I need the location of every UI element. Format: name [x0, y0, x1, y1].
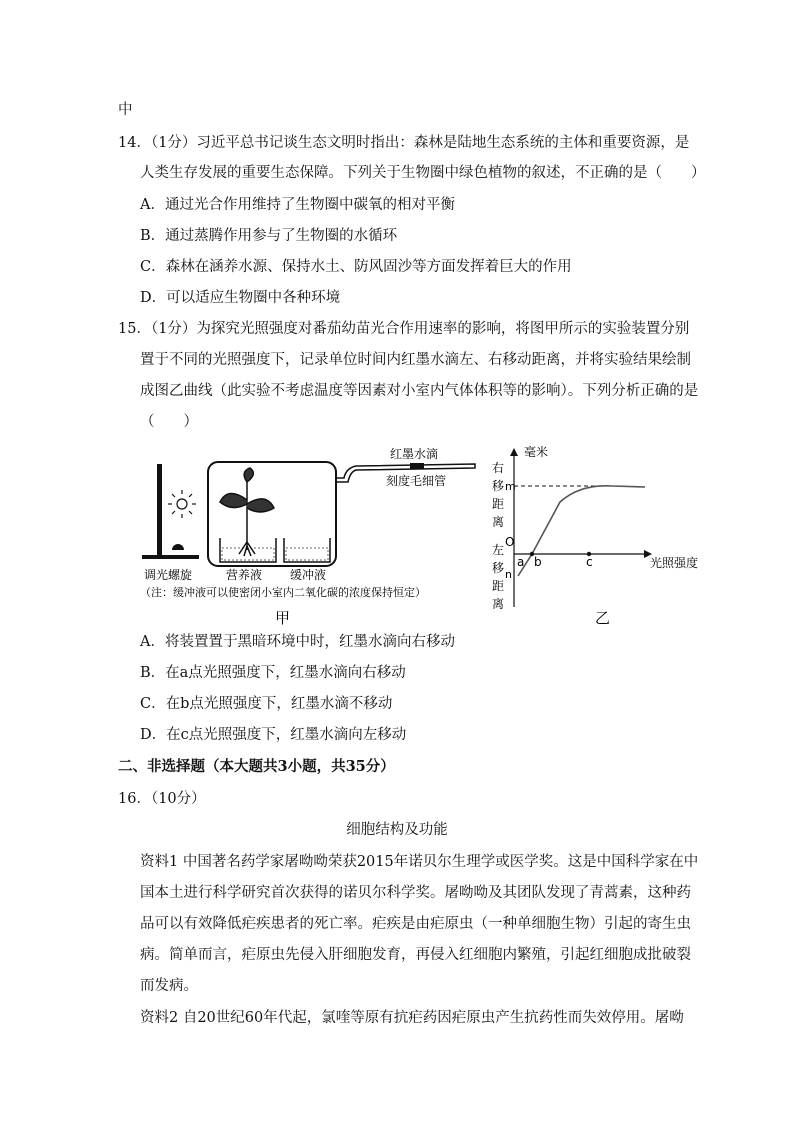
- q16-title: 细胞结构及功能: [346, 822, 448, 838]
- y-upper-char-1: 右: [492, 461, 505, 475]
- material1-line2: 国本土进行科学研究首次获得的诺贝尔科学奖。屠呦呦及其团队发现了青蒿素，这种药: [140, 885, 691, 901]
- q15-stem-line1: 15．（1分）为探究光照强度对番茄幼苗光合作用速率的影响，将图甲所示的实验装置分别: [118, 321, 690, 337]
- x-axis-label: 光照强度: [650, 556, 699, 570]
- y-lower-char-4: 离: [492, 597, 505, 611]
- material1-line5: 而发病。: [140, 978, 198, 994]
- carry-over-text: 中: [118, 102, 133, 118]
- y-upper-char-2: 移: [492, 479, 505, 493]
- y-lower-char-3: 距: [492, 579, 505, 593]
- q16-header: 16．（10分）: [118, 791, 206, 807]
- tomato-seedling: [220, 468, 274, 556]
- material1-line3: 品可以有效降低疟疾患者的死亡率。疟疾是由疟原虫（一种单细胞生物）引起的寄生虫: [140, 916, 691, 932]
- red-ink-drop: [410, 463, 424, 469]
- section-heading: 二、非选择题（本大题共3小题，共35分）: [118, 758, 395, 775]
- y-upper-char-4: 离: [492, 515, 505, 529]
- q15-stem-line2: 置于不同的光照强度下，记录单位时间内红墨水滴左、右移动距离，并将实验结果绘制: [140, 352, 691, 368]
- y-unit: 毫米: [524, 445, 549, 459]
- lamp-stand: [142, 464, 199, 559]
- q14-stem-line2: 人类生存发展的重要生态保障。下列关于生物圈中绿色植物的叙述，不正确的是（ ）: [140, 165, 706, 181]
- q14-option-a: A．通过光合作用维持了生物圈中碳氧的相对平衡: [140, 197, 455, 213]
- label-nutrient: 营养液: [226, 568, 263, 582]
- q15-figure: [140, 442, 710, 632]
- y-upper-char-3: 距: [492, 497, 505, 511]
- q15-figure-svg: [140, 442, 710, 632]
- point-c-label: c: [586, 555, 593, 569]
- q15-option-a: A．将装置置于黑暗环境中时，红墨水滴向右移动: [140, 634, 455, 650]
- liquid-pattern: [222, 548, 328, 560]
- figure-note: （注：缓冲液可以使密闭小室内二氧化碳的浓度保持恒定）: [140, 586, 426, 599]
- q15-option-d: D．在c点光照强度下，红墨水滴向左移动: [140, 727, 407, 743]
- origin-label: O: [505, 535, 515, 549]
- material1-line4: 病。简单而言，疟原虫先侵入肝细胞发育，再侵入红细胞内繁殖，引起红细胞成批破裂: [140, 947, 691, 963]
- q14-stem-line1: 14．（1分）习近平总书记谈生态文明时指出：森林是陆地生态系统的主体和重要资源，是: [118, 135, 690, 151]
- label-capillary: 刻度毛细管: [386, 474, 447, 488]
- caption-jia: 甲: [275, 609, 291, 627]
- label-knob: 调光螺旋: [144, 568, 193, 582]
- q15-option-c: C．在b点光照强度下，红墨水滴不移动: [140, 696, 393, 712]
- point-a-label: a: [517, 555, 525, 569]
- caption-yi: 乙: [595, 609, 611, 627]
- sealed-chamber: [208, 462, 336, 566]
- buffer-container: [284, 538, 330, 562]
- mark-m: m: [505, 480, 516, 493]
- q14-option-c: C．森林在涵养水源、保持水土、防风固沙等方面发挥着巨大的作用: [140, 259, 572, 275]
- q15-stem-line3: 成图乙曲线（此实验不考虑温度等因素对小室内气体体积等的影响）。下列分析正确的是: [140, 383, 699, 399]
- point-b-label: b: [534, 555, 542, 569]
- q15-stem-line4: （ ）: [140, 414, 198, 430]
- y-lower-char-2: 移: [492, 561, 505, 575]
- label-red-drop: 红墨水滴: [390, 447, 439, 461]
- mark-n: n: [505, 568, 512, 581]
- material2-line1: 资料2 自20世纪60年代起，氯喹等原有抗疟药因疟原虫产生抗药性而失效停用。屠呦: [140, 1010, 684, 1026]
- sun-icon: [168, 490, 196, 518]
- label-buffer: 缓冲液: [290, 568, 327, 582]
- graph-yi: [492, 444, 698, 627]
- q15-option-b: B．在a点光照强度下，红墨水滴向右移动: [140, 665, 406, 681]
- q14-option-d: D．可以适应生物圈中各种环境: [140, 290, 341, 306]
- q14-option-b: B．通过蒸腾作用参与了生物圈的水循环: [140, 228, 398, 244]
- material1-line1: 资料1 中国著名药学家屠呦呦荣获2015年诺贝尔生理学或医学奖。这是中国科学家在中: [140, 854, 699, 870]
- y-lower-char-1: 左: [492, 543, 505, 557]
